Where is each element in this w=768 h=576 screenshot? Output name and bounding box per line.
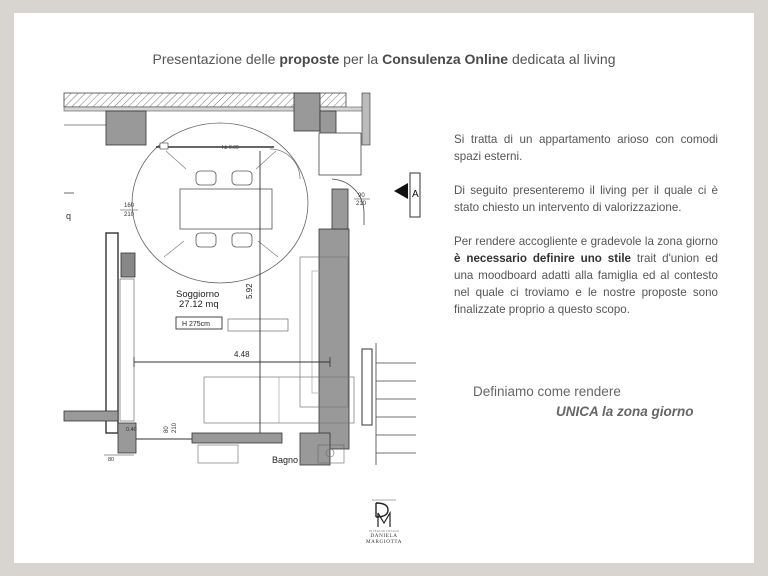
paragraph-3: Per rendere accogliente e gradevole la zona giorno è necessario definire uno stile trait d'union ed una moodboard adatti alla famiglia ed al contesto nel quale ci troviamo e le nostre proposte sono finalizzate proprio a questo scopo. [454,235,718,316]
slide-sheet [14,13,754,563]
plan-left-edge-text: q [66,211,72,221]
plan-door-bottom-top: 80 [164,426,170,433]
description-text [454,131,718,335]
plan-door-right-bottom: 210 [356,201,367,207]
plan-marker-letter: A [412,189,419,200]
plan-door-left-bottom: 210 [124,212,135,218]
plan-dim-length: 5.92 [245,283,254,299]
paragraph-1: Si tratta di un appartamento arioso con comodi spazi esterni. [454,133,718,163]
cta-line-1: Definiamo come rendere [473,384,621,399]
plan-door-bottom-bottom: 210 [172,422,178,433]
dining-table [180,189,272,229]
floor-plan [64,93,419,465]
plan-room-area: 27.12 mq [179,299,219,310]
logo-tagline: INTERIOR DESIGN [368,529,400,533]
brand-logo [357,499,411,545]
plan-bathroom-name: Bagno [272,455,299,465]
monogram-icon [370,499,398,529]
cta-line-2: UNICA la zona giorno [556,404,694,419]
logo-name-1: DANIELA [370,533,398,539]
plan-door-left-top: 160 [124,203,135,209]
logo-name-2: MARGIOTTA [365,539,403,545]
highlight-text: è necessario definire uno stile [454,252,631,265]
plan-dim-bottom-mark: 80 [108,457,115,463]
plan-door-right-top: 90 [358,193,365,199]
wall-right [319,229,349,449]
plan-dim-width: 4.48 [234,350,250,359]
slide-title: Presentazione delle proposte per la Consulenza Online dedicata al living [152,51,616,67]
plan-dim-bottom-left: 0.40 [126,427,137,433]
wall-top-left [106,111,146,145]
section-marker-arrow [394,183,408,199]
wall-left [106,233,118,433]
plan-room-name: Soggiorno [176,289,220,300]
wall-top-right [294,93,320,131]
plan-door-top-label: hb 0.00 [222,145,239,151]
plan-room-height: H 275cm [182,321,211,328]
paragraph-2: Di seguito presenteremo il living per il quale ci è stato chiesto un intervento di valorizzazione. [454,184,718,214]
